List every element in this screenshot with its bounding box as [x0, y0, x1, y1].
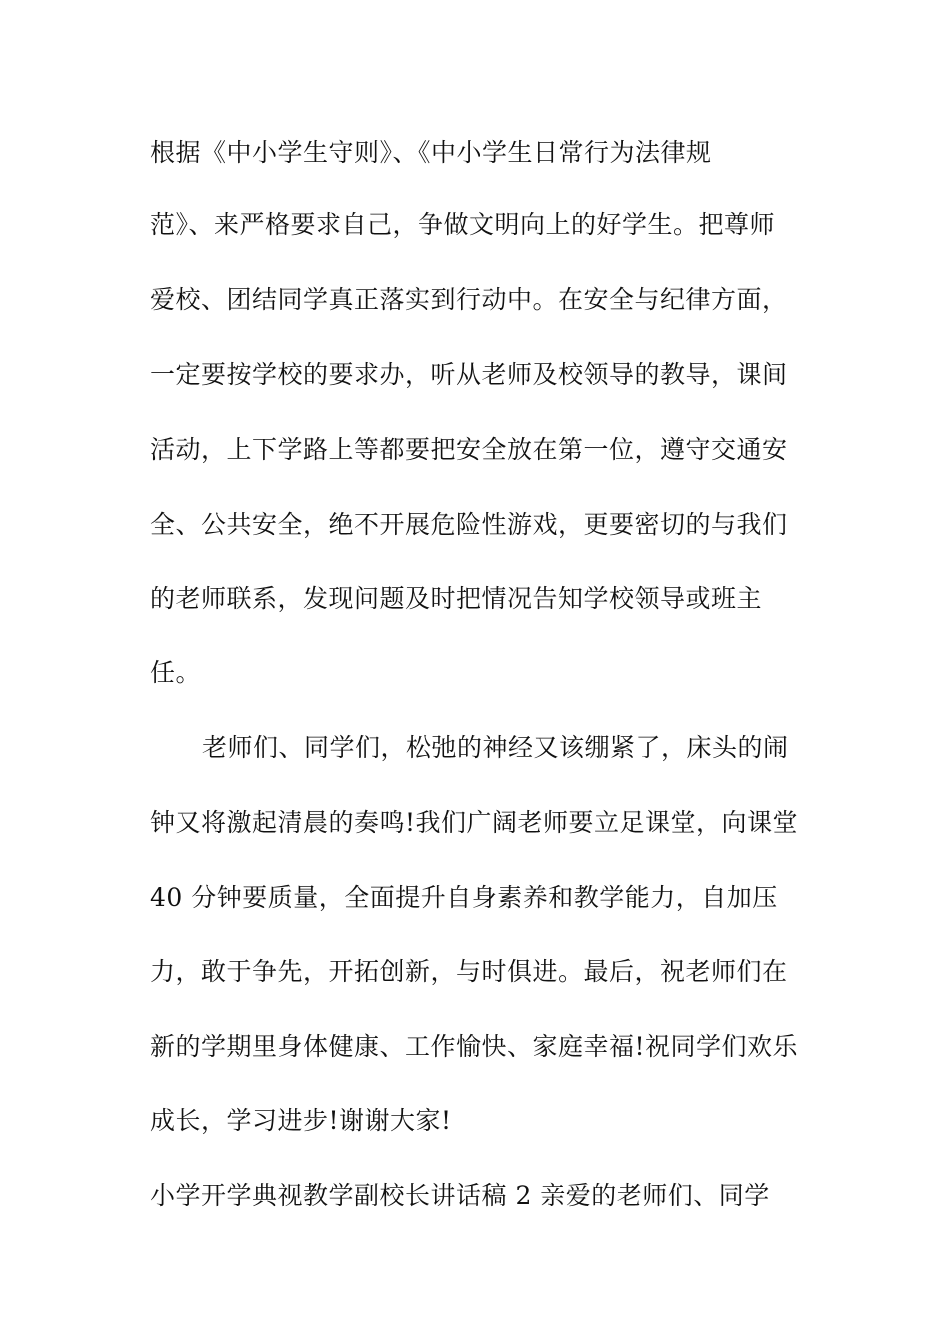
paragraph-1-line-5: 活动，上下学路上等都要把安全放在第一位，遵守交通安	[150, 435, 788, 464]
paragraph-2-line-5: 新的学期里身体健康、工作愉快、家庭幸福!祝同学们欢乐	[150, 1032, 799, 1061]
paragraph-1-line-8: 任。	[150, 658, 202, 687]
paragraph-1-line-3: 爱校、团结同学真正落实到行动中。在安全与纪律方面，	[150, 285, 788, 314]
paragraph-2-line-3: 40 分钟要质量，全面提升自身素养和教学能力，自加压	[150, 883, 778, 912]
paragraph-1-line-4: 一定要按学校的要求办，听从老师及校领导的教导，课间	[150, 360, 788, 389]
paragraph-1-line-1: 根据《中小学生守则》、《中小学生日常行为法律规	[150, 138, 712, 167]
paragraph-2-line-4: 力，敢于争先，开拓创新，与时俱进。最后，祝老师们在	[150, 957, 788, 986]
paragraph-3-line-1: 小学开学典视教学副校长讲话稿 2 亲爱的老师们、同学	[150, 1181, 770, 1210]
paragraph-1-line-7: 的老师联系，发现问题及时把情况告知学校领导或班主	[150, 584, 763, 613]
paragraph-2-line-1: 老师们、同学们，松弛的神经又该绷紧了，床头的闹	[202, 733, 789, 762]
paragraph-1-line-2: 范》、来严格要求自己，争做文明向上的好学生。把尊师	[150, 210, 776, 239]
paragraph-1-line-6: 全、公共安全，绝不开展危险性游戏，更要密切的与我们	[150, 510, 788, 539]
paragraph-2-line-2: 钟又将激起清晨的奏鸣!我们广阔老师要立足课堂，向课堂	[150, 808, 799, 837]
paragraph-2-line-6: 成长，学习进步!谢谢大家!	[150, 1106, 452, 1135]
